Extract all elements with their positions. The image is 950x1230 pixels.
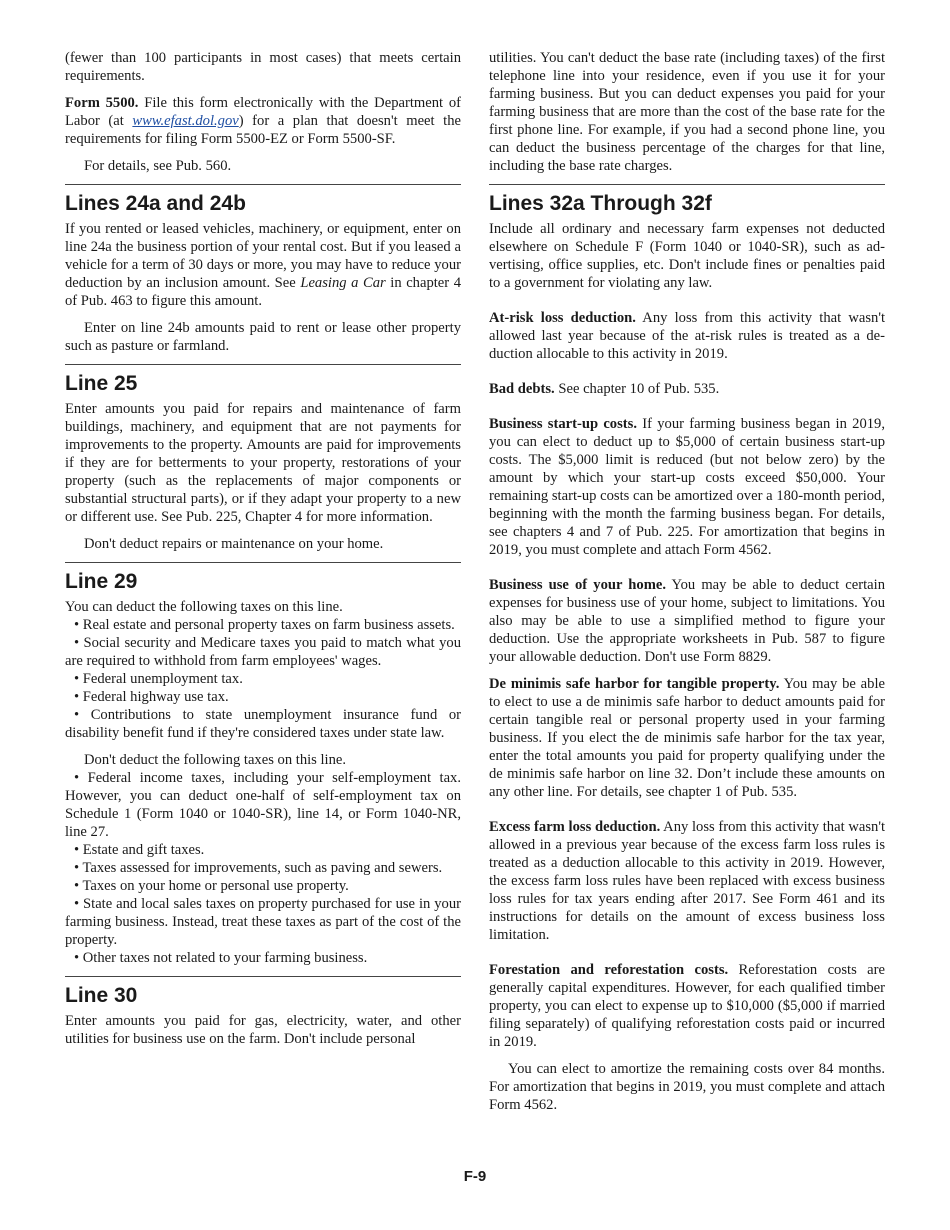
paragraph-home-use: Business use of your home. You may be able to deduct certain expenses for business use of your home, subject to limitations. You also may be able to use a simplified method to figure your deduction. Use the appropriate worksheets in Pub. 587 to figure your allowable deduction. Don't use Form 8829. [489, 577, 885, 665]
run-in-heading-form-5500: Form 5500. [65, 95, 139, 111]
bullet-item: • Taxes on your home or personal use property. [74, 878, 349, 894]
paragraph-excess-farm-loss: Excess farm loss deduction. Any loss from this activity that wasn't allowed in a previous year because of the excess farm loss rules is treated as a deduction allocable to this activity in 2019. However, the excess farm loss rules have been replaced with excess business loss rules for tax years ending after 2017. See Form 461 and its instructions for details on the amount of excess business loss limitation. [489, 819, 886, 943]
run-in-heading-excess-farm-loss: Excess farm loss deduction. [489, 819, 661, 835]
paragraph-amortize: You can elect to amortize the remaining costs over 84 months. For amortization that begins in 2019, you must complete and attach Form 4562. [489, 1061, 885, 1113]
section-divider [65, 184, 461, 185]
paragraph-at-risk: At-risk loss deduction. Any loss from this activity that wasn't allowed last year because of the at-risk rules is treated as a deduction allocable to this activity in 2019. [489, 310, 886, 362]
bullet-item: • Other taxes not related to your farming business. [74, 950, 368, 966]
section-divider [65, 364, 461, 365]
heading-lines-32a-32f: Lines 32a Through 32f [489, 192, 712, 215]
run-in-heading-start-up: Business start-up costs. [489, 416, 637, 432]
paragraph-de-minimis: De minimis safe harbor for tangible property. You may be able to elect to use a de minimis safe harbor to deduct amounts paid for certain tangible real or personal property used in your farming business. If you elect the de minimis safe harbor for the tax year, enter the total amounts you paid for property qualifying under the de minimis safe harbor on line 32. Don’t include these amounts on any other line. For details, see chapter 1 of Pub. 535. [489, 676, 885, 800]
paragraph-29-intro: You can deduct the following taxes on this line. [65, 599, 343, 615]
run-in-heading-bad-debts: Bad debts. [489, 381, 555, 397]
section-divider [489, 184, 885, 185]
paragraph-25-1: Enter amounts you paid for repairs and maintenance of farm buildings, machinery, and equipment that are not payments for improvements to the property. Amounts are paid for improvements if they are for betterments to your property, restorations of your property (such as the replacements of major components or substantial structural parts), or if they adapt your property to a new or different use. See Pub. 225, Chapter 4 for more information. [65, 401, 461, 525]
bullet-item: • Federal income taxes, including your self-employment tax. However, you can deduct one-half of self-employment tax on Schedule 1 (Form 1040 or 1040-SR), line 14, or Form 1040-NR, line 27. [65, 770, 461, 840]
bullet-item: • State and local sales taxes on property purchased for use in your farming business. Instead, treat these taxes as part of the cost of the property. [65, 896, 461, 948]
paragraph-32: Include all ordinary and necessary farm expenses not deducted elsewhere on Schedule F (Form 1040 or 1040-SR), such as advertising, office supplies, etc. Don't include fines or penalties paid to a government for violating any law. [489, 221, 885, 291]
paragraph-details-560: For details, see Pub. 560. [84, 158, 232, 174]
paragraph-25-2: Don't deduct repairs or maintenance on your home. [84, 536, 384, 552]
paragraph-intro: (fewer than 100 participants in most cases) that meets certain requirements. [65, 50, 461, 84]
page-number: F-9 [463, 1168, 487, 1185]
heading-line-29: Line 29 [65, 570, 138, 593]
paragraph-bad-debts: Bad debts. See chapter 10 of Pub. 535. [489, 381, 720, 397]
run-in-heading-forestation: Forestation and reforestation costs. [489, 962, 729, 978]
right-column [489, 49, 885, 1114]
bullet-item: • Real estate and personal property taxes on farm business assets. [74, 617, 455, 633]
paragraph-form-5500: Form 5500. File this form electronically with the Department of Labor (at www.efast.dol.gov) for a plan that doesn't meet the requirements for filing Form 5500-EZ or Form 5500-SF. [65, 95, 461, 147]
paragraph-start-up: Business start-up costs. If your farming business began in 2019, you can elect to deduct up to $5,000 of certain business start-up costs. The $5,000 limit is reduced (but not below zero) by the amount by which your start-up costs exceed $50,000. Your remaining start-up costs can be amortized over a 180-month period, beginning with the month the farming business began. For details, see chapters 4 and 7 of Pub. 225. For amortization that begins in 2019, you must complete and attach Form 4562. [489, 416, 885, 558]
paragraph-29-dont: Don't deduct the following taxes on this line. [84, 752, 347, 768]
paragraph-24-1: If you rented or leased vehicles, machinery, or equipment, enter on line 24a the business portion of your rental cost. But if you leased a vehicle for a term of 30 days or more, you may have to reduce your deduction by an inclusion amount. See Leasing a Car in chapter 4 of Pub. 463 to figure this amount. [65, 221, 461, 309]
bullet-item: • Contributions to state unemployment insurance fund or disability benefit fund if they're considered taxes under state law. [65, 707, 461, 741]
heading-lines-24a-24b: Lines 24a and 24b [65, 192, 246, 215]
run-in-heading-de-minimis: De minimis safe harbor for tangible property. [489, 676, 780, 692]
bullet-item: • Estate and gift taxes. [74, 842, 205, 858]
heading-line-25: Line 25 [65, 372, 138, 395]
bullet-item: • Social security and Medicare taxes you paid to match what you are required to withhold from farm employees' wages. [65, 635, 461, 669]
bullet-item: • Taxes assessed for improvements, such as paving and sewers. [74, 860, 443, 876]
paragraph-30-continued: utilities. You can't deduct the base rate (including taxes) of the first telephone line into your residence, even if you use it for your farming business. But you can deduct expenses you paid for your farming business that are more than the cost of the base rate for the first phone line. For example, if you had a second phone line, you can deduct the business percentage of the charges for that line, including the base rate charges. [489, 50, 885, 174]
efast-link[interactable]: www.efast.dol.gov [132, 113, 239, 129]
paragraph-24-2: Enter on line 24b amounts paid to rent or lease other property such as pasture or farmland. [65, 320, 461, 354]
section-divider [65, 562, 461, 563]
left-column [65, 49, 461, 1048]
paragraph-30: Enter amounts you paid for gas, electricity, water, and other utilities for business use on the farm. Don't include personal [65, 1013, 461, 1047]
paragraph-forestation: Forestation and reforestation costs. Reforestation costs are generally capital expenditures. However, for each qualified timber property, you can elect to expense up to $10,000 ($5,000 if married filing separately) of qualifying reforestation costs paid or incurred in 2019. [489, 962, 885, 1050]
bullet-item: • Federal highway use tax. [74, 689, 229, 705]
bullet-item: • Federal unemployment tax. [74, 671, 243, 687]
run-in-heading-home-use: Business use of your home. [489, 577, 666, 593]
heading-line-30: Line 30 [65, 984, 138, 1007]
section-divider [65, 976, 461, 977]
run-in-heading-at-risk: At-risk loss deduction. [489, 310, 636, 326]
